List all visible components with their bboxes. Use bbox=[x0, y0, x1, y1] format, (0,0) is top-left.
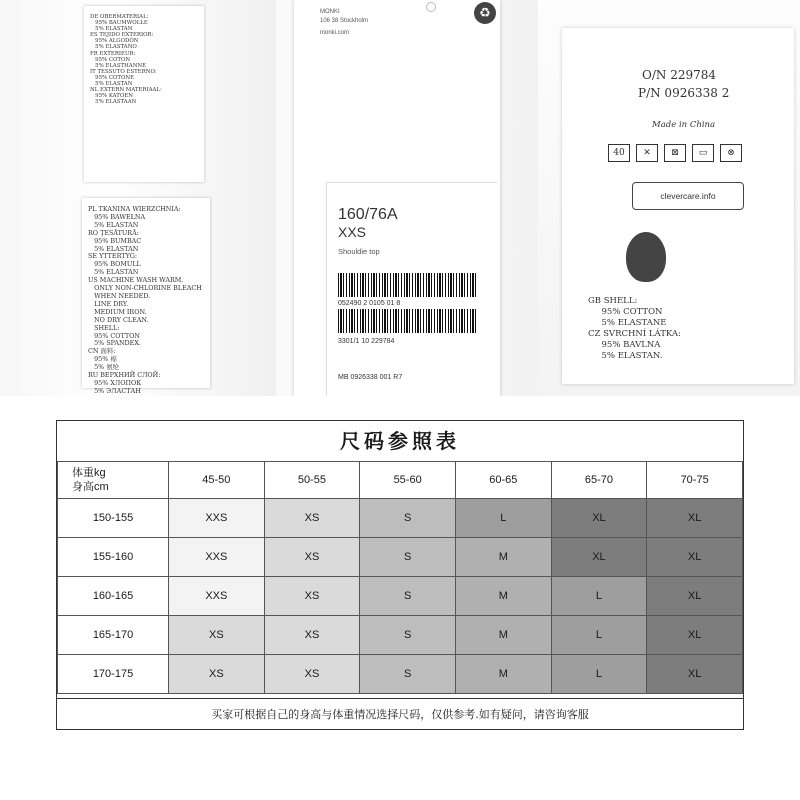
height-cell: 150-155 bbox=[58, 499, 169, 538]
no-tumble-dry-icon: ⊠ bbox=[664, 144, 686, 162]
size-cell: XL bbox=[551, 499, 647, 538]
care-label-bottom bbox=[82, 198, 210, 395]
barcode-2-number: 3301/1 10 229784 bbox=[338, 338, 395, 345]
clevercare-badge: clevercare.info bbox=[632, 182, 744, 210]
care-label-top-text: DE OBERMATERIAL: 95% BAUMWOLLE 5% ELASTAN ES TEJIDO EXTERIOR: 95% ALGODÓN 5% ELASTANO FR EXTERIEUR: 95% COTON 5% ELASTHANNE IT TESSUTO ESTERNO: 95% COTONE 5% ELASTAN NL EXTERN MATERIAAL: 95% KATOEN 5% ELASTAAN bbox=[90, 14, 162, 106]
product-number: P/N 0926338 2 bbox=[638, 86, 730, 100]
care-label-top bbox=[84, 6, 204, 182]
size-cell: M bbox=[455, 538, 551, 577]
size-cell: XXS bbox=[169, 499, 265, 538]
barcode-1-number: 052490 2 0105 01 8 bbox=[338, 300, 401, 307]
size-cell: XL bbox=[647, 616, 743, 655]
size-cell: M bbox=[455, 655, 551, 694]
hangtag-size-height: 160/76A bbox=[338, 206, 398, 223]
size-chart bbox=[56, 420, 744, 730]
order-number: O/N 229784 bbox=[642, 68, 717, 82]
size-chart-title: 尺码参照表 bbox=[57, 421, 743, 462]
size-cell: XS bbox=[169, 655, 265, 694]
weight-axis-label: 体重kg bbox=[72, 467, 106, 479]
weight-header: 55-60 bbox=[360, 462, 456, 499]
brand-name: MONKI bbox=[320, 9, 340, 15]
weight-header: 65-70 bbox=[551, 462, 647, 499]
size-cell: XL bbox=[647, 655, 743, 694]
weight-header: 60-65 bbox=[455, 462, 551, 499]
size-cell: XXS bbox=[169, 538, 265, 577]
brand-address: 106 38 Stockholm bbox=[320, 18, 369, 24]
size-cell: XXS bbox=[169, 577, 265, 616]
table-row bbox=[58, 499, 743, 538]
size-cell: XS bbox=[264, 499, 360, 538]
size-cell: L bbox=[551, 655, 647, 694]
size-cell: XS bbox=[169, 616, 265, 655]
size-cell: XS bbox=[264, 616, 360, 655]
product-label-photos bbox=[0, 0, 800, 396]
height-cell: 160-165 bbox=[58, 577, 169, 616]
hangtag bbox=[294, 0, 500, 396]
table-row bbox=[58, 538, 743, 577]
bird-mascot-icon bbox=[626, 232, 666, 282]
no-bleach-icon: ✕ bbox=[636, 144, 658, 162]
care-label-panel-left bbox=[0, 0, 276, 396]
size-cell: XS bbox=[264, 655, 360, 694]
table-row bbox=[58, 616, 743, 655]
height-axis-label: 身高cm bbox=[72, 481, 109, 493]
size-cell: S bbox=[360, 577, 456, 616]
size-cell: XL bbox=[647, 538, 743, 577]
corner-header bbox=[58, 462, 169, 499]
table-row bbox=[58, 655, 743, 694]
made-in: Made in China bbox=[652, 120, 716, 130]
hangtag-style-name: Shouldie top bbox=[338, 247, 380, 256]
size-cell: L bbox=[551, 577, 647, 616]
hangtag-panel bbox=[276, 0, 538, 396]
size-cell: S bbox=[360, 499, 456, 538]
size-chart-note: 买家可根据自己的身高与体重情况选择尺码，仅供参考.如有疑问，请咨询客服 bbox=[57, 698, 743, 730]
size-cell: S bbox=[360, 616, 456, 655]
size-cell: XS bbox=[264, 538, 360, 577]
size-cell: XL bbox=[551, 538, 647, 577]
size-cell: XL bbox=[647, 499, 743, 538]
weight-header: 70-75 bbox=[647, 462, 743, 499]
size-cell: XL bbox=[647, 577, 743, 616]
table-row bbox=[58, 577, 743, 616]
barcode-1 bbox=[338, 273, 478, 297]
size-cell: L bbox=[455, 499, 551, 538]
size-cell: S bbox=[360, 538, 456, 577]
size-cell: L bbox=[551, 616, 647, 655]
height-cell: 155-160 bbox=[58, 538, 169, 577]
care-label-main bbox=[562, 28, 794, 384]
hangtag-item-code: MB 0926338 001 R7 bbox=[338, 374, 403, 381]
care-label-panel-right bbox=[538, 0, 800, 396]
care-symbols bbox=[608, 144, 742, 162]
weight-header: 45-50 bbox=[169, 462, 265, 499]
care-label-bottom-text: PL TKANINA WIERZCHNIA: 95% BAWEŁNA 5% ELASTAN RO ŢESĂTURĂ: 95% BUMBAC 5% ELASTAN SE YTTERTYG: 95% BOMULL 5% ELASTAN US MACHINE WASH WARM. ONLY NON-CHLORINE BLEACH WHEN NEEDED. LINE DRY. MEDIUM IRON. NO DRY CLEAN. SHELL: 95% COTTON 5% SPANDEX. CN 面料: 95% 棉 5% 氨纶 RU ВЕРХНИЙ СЛОЙ: 95% ХЛОПОК 5% ЭЛАСТАН bbox=[88, 205, 202, 395]
barcode-2 bbox=[338, 309, 478, 333]
brand-site: monki.com bbox=[320, 30, 350, 36]
composition-text: GB SHELL: 95% COTTON 5% ELASTANE CZ SVRCHNÍ LÁTKA: 95% BAVLNA 5% ELASTAN. bbox=[588, 296, 681, 361]
size-cell: M bbox=[455, 616, 551, 655]
height-cell: 165-170 bbox=[58, 616, 169, 655]
hangtag-hole bbox=[426, 2, 436, 12]
iron-icon: ▭ bbox=[692, 144, 714, 162]
wash-40-icon: 40 bbox=[608, 144, 630, 162]
size-cell: XS bbox=[264, 577, 360, 616]
size-chart-table bbox=[57, 461, 743, 694]
weight-header: 50-55 bbox=[264, 462, 360, 499]
hangtag-size-label: XXS bbox=[338, 224, 367, 240]
size-cell: M bbox=[455, 577, 551, 616]
height-cell: 170-175 bbox=[58, 655, 169, 694]
recycle-icon: ♻ bbox=[474, 2, 496, 24]
no-dry-clean-icon: ⊗ bbox=[720, 144, 742, 162]
size-cell: S bbox=[360, 655, 456, 694]
